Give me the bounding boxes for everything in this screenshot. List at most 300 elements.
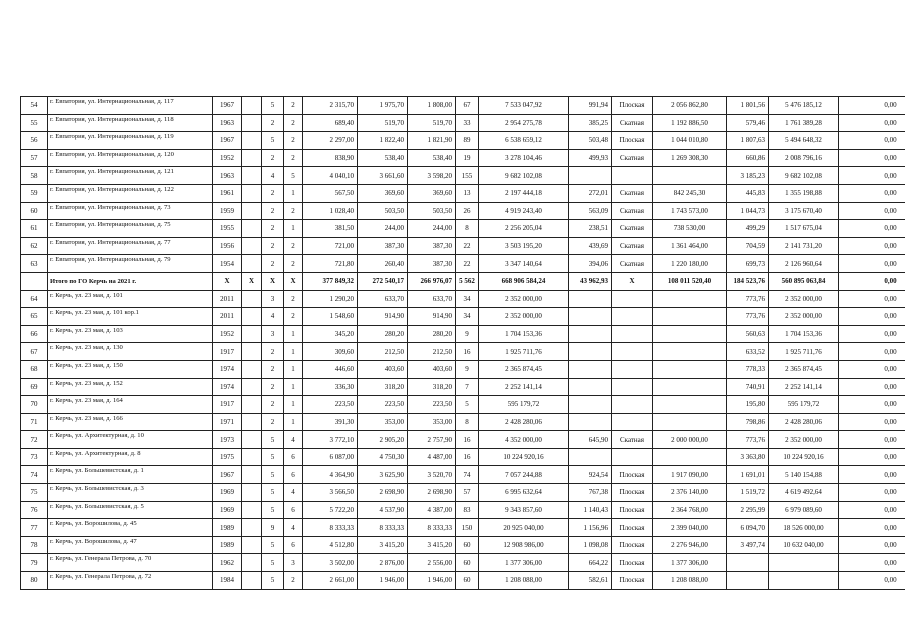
cell-unit: 394,06 xyxy=(569,255,612,273)
cell-unit: 563,09 xyxy=(569,202,612,220)
cell-last: 0,00 xyxy=(839,431,905,449)
cell-addr: г. Евпатория, ул. Интернациональная, д. 119 xyxy=(48,132,213,150)
cell-en: 1 xyxy=(284,343,303,361)
table-row xyxy=(21,396,905,414)
cell-c15: 2 352 000,00 xyxy=(769,431,839,449)
cell-s1: 1 548,60 xyxy=(303,308,358,326)
cell-s3: 387,30 xyxy=(408,237,456,255)
cell-c3 xyxy=(242,519,262,537)
cell-en: 5 xyxy=(284,167,303,185)
cell-c3 xyxy=(242,572,262,590)
cell-en: 2 xyxy=(284,132,303,150)
cell-last: 0,00 xyxy=(839,501,905,519)
cell-addr: г. Евпатория, ул. Интернациональная, д. 117 xyxy=(48,97,213,115)
cell-n: 77 xyxy=(21,519,48,537)
cell-addr: г. Евпатория, ул. Интернациональная, д. 77 xyxy=(48,237,213,255)
cell-c13: 108 011 520,40 xyxy=(653,272,727,290)
cell-unit: 43 962,93 xyxy=(569,272,612,290)
cell-last: 0,00 xyxy=(839,536,905,554)
cell-res: 34 xyxy=(456,308,479,326)
cell-en: 2 xyxy=(284,97,303,115)
cell-c14: 560,63 xyxy=(727,325,769,343)
cell-s2: 260,40 xyxy=(358,255,408,273)
table-row xyxy=(21,536,905,554)
cell-year: 1973 xyxy=(213,431,242,449)
cell-cost: 1 925 711,76 xyxy=(479,343,569,361)
cell-s3: 3 415,20 xyxy=(408,536,456,554)
cell-unit: 272,01 xyxy=(569,184,612,202)
cell-c14: 195,80 xyxy=(727,396,769,414)
cell-c3 xyxy=(242,536,262,554)
cell-en: 2 xyxy=(284,202,303,220)
cell-s1: 345,20 xyxy=(303,325,358,343)
cell-year: 1917 xyxy=(213,396,242,414)
cell-unit xyxy=(569,360,612,378)
cell-year: 1967 xyxy=(213,132,242,150)
cell-roof xyxy=(612,343,653,361)
cell-year: 1984 xyxy=(213,572,242,590)
cell-c13: 1 044 010,80 xyxy=(653,132,727,150)
cell-s3: 2 757,90 xyxy=(408,431,456,449)
cell-s1: 1 290,20 xyxy=(303,290,358,308)
cell-c14: 1 044,73 xyxy=(727,202,769,220)
cell-s3: 633,70 xyxy=(408,290,456,308)
cell-year: 2011 xyxy=(213,308,242,326)
cell-c3 xyxy=(242,132,262,150)
cell-s3: 2 556,00 xyxy=(408,554,456,572)
cell-s2: 914,90 xyxy=(358,308,408,326)
cell-last: 0,00 xyxy=(839,572,905,590)
cell-cost: 6 538 659,12 xyxy=(479,132,569,150)
cell-n: 68 xyxy=(21,360,48,378)
cell-c3 xyxy=(242,308,262,326)
cell-res: 22 xyxy=(456,237,479,255)
cell-last: 0,00 xyxy=(839,97,905,115)
cell-s2: 2 905,20 xyxy=(358,431,408,449)
cell-addr: г. Керчь, ул. 23 мая, д. 101 кор.1 xyxy=(48,308,213,326)
cell-n: 66 xyxy=(21,325,48,343)
cell-unit: 439,69 xyxy=(569,237,612,255)
cell-fl: 5 xyxy=(262,554,284,572)
cell-s2: 4 750,30 xyxy=(358,448,408,466)
cell-c14: 633,52 xyxy=(727,343,769,361)
cell-cost: 7 533 047,92 xyxy=(479,97,569,115)
cell-fl: 2 xyxy=(262,413,284,431)
cell-c14: 1 519,72 xyxy=(727,484,769,502)
cell-addr: г. Евпатория, ул. Интернациональная, д. 73 xyxy=(48,202,213,220)
cell-cost: 3 503 195,20 xyxy=(479,237,569,255)
cell-c14: 699,73 xyxy=(727,255,769,273)
cell-c14: 2 295,99 xyxy=(727,501,769,519)
cell-fl: 5 xyxy=(262,448,284,466)
cell-c13: 2 376 140,00 xyxy=(653,484,727,502)
cell-c13: 1 377 306,00 xyxy=(653,554,727,572)
cell-addr: г. Керчь, ул. Генерала Петрова, д. 70 xyxy=(48,554,213,572)
cell-s3: 280,20 xyxy=(408,325,456,343)
cell-year: 1969 xyxy=(213,501,242,519)
cell-addr: г. Керчь, ул. Большевистская, д. 5 xyxy=(48,501,213,519)
cell-s2: 633,70 xyxy=(358,290,408,308)
cell-en: 4 xyxy=(284,519,303,537)
table-row xyxy=(21,378,905,396)
cell-c3 xyxy=(242,343,262,361)
cell-roof xyxy=(612,378,653,396)
cell-cost: 9 343 857,60 xyxy=(479,501,569,519)
table-row xyxy=(21,448,905,466)
cell-c3 xyxy=(242,501,262,519)
cell-fl: 2 xyxy=(262,378,284,396)
cell-res: 60 xyxy=(456,554,479,572)
cell-c15: 2 428 280,06 xyxy=(769,413,839,431)
table-row xyxy=(21,554,905,572)
cell-c13: 2 276 946,00 xyxy=(653,536,727,554)
cell-addr: г. Керчь, ул. Архитектурная, д. 10 xyxy=(48,431,213,449)
cell-c15 xyxy=(769,554,839,572)
cell-c15: 6 979 089,60 xyxy=(769,501,839,519)
cell-c15: 2 352 000,00 xyxy=(769,308,839,326)
cell-addr: г. Евпатория, ул. Интернациональная, д. 79 xyxy=(48,255,213,273)
cell-fl: 4 xyxy=(262,167,284,185)
cell-res: 33 xyxy=(456,114,479,132)
cell-res: 16 xyxy=(456,343,479,361)
cell-unit xyxy=(569,167,612,185)
cell-en: 6 xyxy=(284,466,303,484)
table-total-row xyxy=(21,272,905,290)
cell-year: 1989 xyxy=(213,519,242,537)
cell-addr: г. Керчь, ул. Генерала Петрова, д. 72 xyxy=(48,572,213,590)
cell-res: 60 xyxy=(456,572,479,590)
cell-s3: 538,40 xyxy=(408,149,456,167)
housing-register-table-sheet xyxy=(20,96,897,590)
cell-last: 0,00 xyxy=(839,220,905,238)
cell-en: 2 xyxy=(284,237,303,255)
cell-fl: 5 xyxy=(262,501,284,519)
cell-year: 1974 xyxy=(213,378,242,396)
cell-addr: Итого по ГО Керчь на 2021 г. xyxy=(48,272,213,290)
cell-s1: 223,50 xyxy=(303,396,358,414)
cell-year: X xyxy=(213,272,242,290)
cell-addr: г. Керчь, ул. 23 мая, д. 152 xyxy=(48,378,213,396)
cell-c15: 4 619 492,64 xyxy=(769,484,839,502)
cell-en: X xyxy=(284,272,303,290)
table-row xyxy=(21,184,905,202)
cell-c13: 1 192 886,50 xyxy=(653,114,727,132)
cell-c14: 1 801,56 xyxy=(727,97,769,115)
cell-last: 0,00 xyxy=(839,290,905,308)
cell-n: 54 xyxy=(21,97,48,115)
cell-s3: 519,70 xyxy=(408,114,456,132)
cell-c15: 1 355 198,88 xyxy=(769,184,839,202)
cell-res: 9 xyxy=(456,360,479,378)
cell-cost: 668 906 584,24 xyxy=(479,272,569,290)
cell-cost: 595 179,72 xyxy=(479,396,569,414)
table-row xyxy=(21,572,905,590)
cell-cost: 7 057 244,88 xyxy=(479,466,569,484)
cell-c14: 6 094,70 xyxy=(727,519,769,537)
cell-c3: X xyxy=(242,272,262,290)
cell-n: 58 xyxy=(21,167,48,185)
cell-fl: X xyxy=(262,272,284,290)
cell-cost: 9 682 102,08 xyxy=(479,167,569,185)
cell-s2: 244,00 xyxy=(358,220,408,238)
cell-c15 xyxy=(769,572,839,590)
cell-c14: 1 691,01 xyxy=(727,466,769,484)
cell-unit xyxy=(569,308,612,326)
cell-last: 0,00 xyxy=(839,255,905,273)
cell-c14: 778,33 xyxy=(727,360,769,378)
cell-year: 1962 xyxy=(213,554,242,572)
cell-c14: 773,76 xyxy=(727,431,769,449)
cell-last: 0,00 xyxy=(839,343,905,361)
table-row xyxy=(21,413,905,431)
cell-en: 4 xyxy=(284,484,303,502)
cell-fl: 5 xyxy=(262,97,284,115)
cell-s2: 272 540,17 xyxy=(358,272,408,290)
cell-s1: 3 772,10 xyxy=(303,431,358,449)
cell-s1: 377 849,32 xyxy=(303,272,358,290)
cell-cost: 3 347 140,64 xyxy=(479,255,569,273)
cell-c14: 445,83 xyxy=(727,184,769,202)
cell-fl: 5 xyxy=(262,466,284,484)
cell-roof: Плоская xyxy=(612,466,653,484)
cell-res: 74 xyxy=(456,466,479,484)
cell-fl: 2 xyxy=(262,149,284,167)
cell-en: 6 xyxy=(284,501,303,519)
cell-addr: г. Евпатория, ул. Интернациональная, д. 122 xyxy=(48,184,213,202)
table-row xyxy=(21,325,905,343)
cell-fl: 4 xyxy=(262,308,284,326)
cell-c15: 18 526 000,00 xyxy=(769,519,839,537)
cell-last: 0,00 xyxy=(839,360,905,378)
cell-en: 1 xyxy=(284,184,303,202)
cell-c3 xyxy=(242,220,262,238)
cell-roof: Плоская xyxy=(612,519,653,537)
cell-c15: 2 365 874,45 xyxy=(769,360,839,378)
cell-last: 0,00 xyxy=(839,519,905,537)
cell-res: 13 xyxy=(456,184,479,202)
cell-res: 22 xyxy=(456,255,479,273)
cell-last: 0,00 xyxy=(839,167,905,185)
cell-c15: 5 140 154,88 xyxy=(769,466,839,484)
cell-addr: г. Керчь, ул. 23 мая, д. 101 xyxy=(48,290,213,308)
cell-cost: 10 224 920,16 xyxy=(479,448,569,466)
cell-c15: 2 252 141,14 xyxy=(769,378,839,396)
table-row xyxy=(21,343,905,361)
cell-addr: г. Керчь, ул. 23 мая, д. 130 xyxy=(48,343,213,361)
cell-fl: 2 xyxy=(262,343,284,361)
cell-c15: 3 175 670,40 xyxy=(769,202,839,220)
cell-s2: 4 537,90 xyxy=(358,501,408,519)
cell-c13 xyxy=(653,290,727,308)
cell-c14: 798,86 xyxy=(727,413,769,431)
cell-s2: 3 661,60 xyxy=(358,167,408,185)
cell-n: 80 xyxy=(21,572,48,590)
cell-c13 xyxy=(653,360,727,378)
cell-fl: 3 xyxy=(262,325,284,343)
cell-c3 xyxy=(242,202,262,220)
cell-year: 1917 xyxy=(213,343,242,361)
cell-en: 2 xyxy=(284,572,303,590)
cell-roof: Плоская xyxy=(612,132,653,150)
cell-year: 1967 xyxy=(213,97,242,115)
cell-fl: 5 xyxy=(262,572,284,590)
cell-res: 150 xyxy=(456,519,479,537)
cell-addr: г. Евпатория, ул. Интернациональная, д. 121 xyxy=(48,167,213,185)
cell-s2: 3 415,20 xyxy=(358,536,408,554)
cell-c3 xyxy=(242,149,262,167)
cell-fl: 2 xyxy=(262,114,284,132)
cell-c3 xyxy=(242,448,262,466)
cell-last: 0,00 xyxy=(839,378,905,396)
cell-cost: 20 925 040,00 xyxy=(479,519,569,537)
cell-n: 65 xyxy=(21,308,48,326)
cell-unit xyxy=(569,448,612,466)
cell-last: 0,00 xyxy=(839,448,905,466)
cell-n: 60 xyxy=(21,202,48,220)
cell-c15: 1 704 153,36 xyxy=(769,325,839,343)
cell-c13 xyxy=(653,378,727,396)
cell-fl: 2 xyxy=(262,184,284,202)
cell-unit xyxy=(569,343,612,361)
table-row xyxy=(21,167,905,185)
cell-unit: 767,38 xyxy=(569,484,612,502)
cell-addr: г. Керчь, ул. Ворошилова, д. 45 xyxy=(48,519,213,537)
cell-year: 1954 xyxy=(213,255,242,273)
cell-c13 xyxy=(653,308,727,326)
cell-year: 1952 xyxy=(213,325,242,343)
cell-cost: 12 908 986,00 xyxy=(479,536,569,554)
cell-c15: 5 494 648,32 xyxy=(769,132,839,150)
cell-n: 73 xyxy=(21,448,48,466)
cell-en: 6 xyxy=(284,536,303,554)
cell-cost: 2 954 275,78 xyxy=(479,114,569,132)
housing-register-table xyxy=(20,96,905,590)
cell-last: 0,00 xyxy=(839,466,905,484)
cell-unit: 385,25 xyxy=(569,114,612,132)
cell-year: 1967 xyxy=(213,466,242,484)
cell-c14: 579,46 xyxy=(727,114,769,132)
cell-res: 60 xyxy=(456,536,479,554)
cell-c15: 2 141 731,20 xyxy=(769,237,839,255)
cell-cost: 2 365 874,45 xyxy=(479,360,569,378)
cell-c13 xyxy=(653,413,727,431)
cell-fl: 5 xyxy=(262,536,284,554)
cell-unit xyxy=(569,325,612,343)
cell-roof: Плоская xyxy=(612,501,653,519)
cell-cost: 1 377 306,00 xyxy=(479,554,569,572)
cell-fl: 5 xyxy=(262,431,284,449)
cell-s3: 914,90 xyxy=(408,308,456,326)
cell-en: 2 xyxy=(284,308,303,326)
cell-roof xyxy=(612,360,653,378)
cell-s3: 4 387,00 xyxy=(408,501,456,519)
cell-s3: 318,20 xyxy=(408,378,456,396)
cell-year: 1955 xyxy=(213,220,242,238)
cell-c14: 773,76 xyxy=(727,290,769,308)
table-row xyxy=(21,202,905,220)
cell-res: 34 xyxy=(456,290,479,308)
cell-c3 xyxy=(242,413,262,431)
cell-c3 xyxy=(242,325,262,343)
cell-en: 2 xyxy=(284,149,303,167)
cell-fl: 2 xyxy=(262,255,284,273)
cell-c15: 1 925 711,76 xyxy=(769,343,839,361)
cell-s1: 2 661,00 xyxy=(303,572,358,590)
cell-c3 xyxy=(242,97,262,115)
cell-s3: 266 976,07 xyxy=(408,272,456,290)
cell-en: 1 xyxy=(284,360,303,378)
cell-s2: 1 946,00 xyxy=(358,572,408,590)
table-row xyxy=(21,132,905,150)
cell-roof: Скатная xyxy=(612,237,653,255)
cell-roof: Плоская xyxy=(612,572,653,590)
cell-s2: 538,40 xyxy=(358,149,408,167)
cell-c15: 1 517 675,04 xyxy=(769,220,839,238)
table-row xyxy=(21,308,905,326)
cell-s3: 403,60 xyxy=(408,360,456,378)
cell-unit: 503,48 xyxy=(569,132,612,150)
cell-cost: 2 352 000,00 xyxy=(479,308,569,326)
cell-s1: 838,90 xyxy=(303,149,358,167)
cell-roof: Скатная xyxy=(612,184,653,202)
cell-s3: 1 821,90 xyxy=(408,132,456,150)
cell-roof: Скатная xyxy=(612,220,653,238)
cell-roof: Плоская xyxy=(612,97,653,115)
cell-s2: 1 822,40 xyxy=(358,132,408,150)
cell-c3 xyxy=(242,167,262,185)
cell-cost: 2 352 000,00 xyxy=(479,290,569,308)
cell-c14: 1 807,63 xyxy=(727,132,769,150)
cell-c15: 9 682 102,08 xyxy=(769,167,839,185)
cell-year: 1963 xyxy=(213,114,242,132)
cell-last: 0,00 xyxy=(839,554,905,572)
cell-year: 2011 xyxy=(213,290,242,308)
cell-addr: г. Евпатория, ул. Интернациональная, д. 75 xyxy=(48,220,213,238)
cell-roof xyxy=(612,448,653,466)
cell-c15: 560 895 063,84 xyxy=(769,272,839,290)
cell-roof: Скатная xyxy=(612,149,653,167)
cell-year: 1974 xyxy=(213,360,242,378)
cell-unit: 991,94 xyxy=(569,97,612,115)
cell-unit: 499,93 xyxy=(569,149,612,167)
cell-s1: 6 087,00 xyxy=(303,448,358,466)
cell-c13 xyxy=(653,325,727,343)
cell-s2: 212,50 xyxy=(358,343,408,361)
cell-s2: 353,00 xyxy=(358,413,408,431)
cell-year: 1969 xyxy=(213,484,242,502)
cell-s3: 8 333,33 xyxy=(408,519,456,537)
cell-s3: 223,50 xyxy=(408,396,456,414)
cell-last: 0,00 xyxy=(839,325,905,343)
cell-addr: г. Керчь, ул. Большевистская, д. 1 xyxy=(48,466,213,484)
cell-en: 1 xyxy=(284,378,303,396)
table-row xyxy=(21,431,905,449)
cell-s3: 212,50 xyxy=(408,343,456,361)
cell-s3: 3 598,20 xyxy=(408,167,456,185)
cell-c13 xyxy=(653,167,727,185)
cell-n: 75 xyxy=(21,484,48,502)
cell-roof: Скатная xyxy=(612,255,653,273)
cell-addr: г. Керчь, ул. Большевистская, д. 3 xyxy=(48,484,213,502)
cell-s3: 387,30 xyxy=(408,255,456,273)
cell-c13 xyxy=(653,343,727,361)
cell-fl: 2 xyxy=(262,360,284,378)
cell-c13: 2 000 000,00 xyxy=(653,431,727,449)
cell-c14: 704,59 xyxy=(727,237,769,255)
cell-c3 xyxy=(242,484,262,502)
cell-unit xyxy=(569,396,612,414)
cell-c14: 499,29 xyxy=(727,220,769,238)
